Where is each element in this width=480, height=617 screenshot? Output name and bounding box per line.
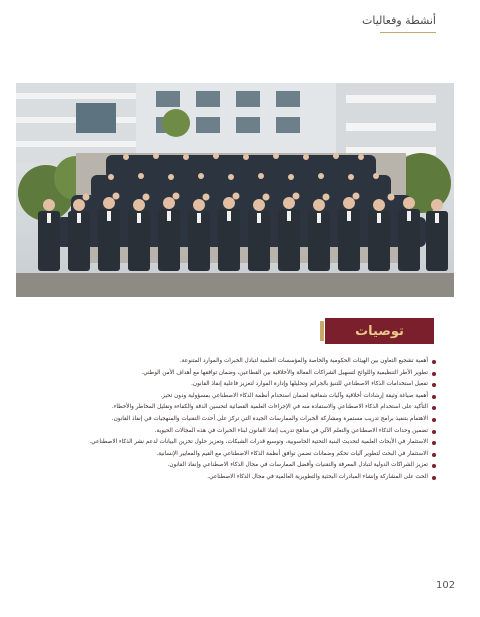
- title-underline: [380, 32, 436, 33]
- list-item: [40, 402, 436, 414]
- bullet-icon: [432, 441, 436, 445]
- list-item-text: الاستثمار في البحث لتطوير آليات تحكم وضمانات تضمن توافق أنظمة الذكاء الاصطناعي مع القيم والمعايير الإنسانية.: [156, 450, 428, 457]
- group-photo-illustration: [16, 83, 454, 297]
- list-item-text: تفعيل استخدامات الذكاء الاصطناعي للتنبؤ بالجرائم وتحليلها وإدارة الموارد لتعزيز فاعلية إنفاذ القانون.: [191, 381, 428, 388]
- list-item: [40, 449, 436, 461]
- section-title: أنشطة وفعاليات: [362, 14, 436, 27]
- bullet-icon: [432, 418, 436, 422]
- page-number: 102: [436, 580, 456, 591]
- bullet-icon: [432, 430, 436, 434]
- list-item: [40, 472, 436, 484]
- list-item: [40, 379, 436, 391]
- bullet-icon: [432, 360, 436, 364]
- list-item-text: الحث على المشاركة وإنشاء المبادرات البحثية والتطويرية العالمية في مجال الذكاء الاصطناعي.: [207, 473, 428, 480]
- recommendations-heading: توصيات: [325, 318, 434, 344]
- list-item-text: تطوير الأطر التنظيمية واللوائح لتسهيل الشراكات الفعالة والأخلاقية بين القطاعين، وضمان توافقها مع أهداف الأمن الوطني.: [141, 369, 428, 376]
- list-item-text: أهمية تشجيع التعاون بين الهيئات الحكومية والخاصة والمؤسسات العلمية لتبادل الخبرات والموارد المتنوعة.: [179, 358, 428, 364]
- list-item: [40, 426, 436, 438]
- recommendations-list: [40, 356, 436, 484]
- bullet-icon: [432, 383, 436, 387]
- list-item: [40, 356, 436, 368]
- list-item: [40, 368, 436, 380]
- group-photo: [16, 83, 454, 297]
- list-item-text: أهمية صياغة وثيقة إرشادات أخلاقية وآليات شفافية لضمان استخدام أنظمة الذكاء الاصطناعي بمسؤولية ودون تحيز.: [160, 392, 428, 399]
- list-item-text: الاهتمام بتنفيذ برامج تدريب مستمرة ومشاركة الخبرات والممارسات الجيدة التي تركز على أحدث التقنيات والمنهجيات في إنفاذ القانون.: [111, 415, 428, 422]
- bullet-icon: [432, 372, 436, 376]
- list-item: [40, 391, 436, 403]
- bullet-icon: [432, 406, 436, 410]
- list-item: [40, 414, 436, 426]
- list-item-text: التأكيد على استخدام الذكاء الاصطناعي والاستفادة منه في الإجراءات العلمية القضائية لتحسين الدقة والكفاءة وتقليل المخاطر والأخطاء.: [111, 404, 428, 411]
- list-item: [40, 460, 436, 472]
- list-item-text: تعزيز الشراكات الدولية لتبادل المعرفة والتقنيات وأفضل الممارسات في مجال الذكاء الاصطناعي وإنفاذ القانون.: [167, 462, 428, 469]
- bullet-icon: [432, 464, 436, 468]
- list-item-text: تضمين وحدات الذكاء الاصطناعي والتعلم الآلي في مناهج تدريب إنفاذ القانون لبناء الخبرات في هذه المجالات الحيوية.: [154, 427, 428, 434]
- bullet-icon: [432, 453, 436, 457]
- bullet-icon: [432, 395, 436, 399]
- list-item: [40, 437, 436, 449]
- heading-accent: [320, 321, 324, 341]
- bullet-icon: [432, 476, 436, 480]
- list-item-text: الاستثمار في الأبحاث العلمية لتحديث البنية التحتية الحاسوبية، وتوسيع قدرات الشبكات، وتعزيز حلول تخزين البيانات لدعم نشر الذكاء الاصطناعي.: [89, 439, 428, 446]
